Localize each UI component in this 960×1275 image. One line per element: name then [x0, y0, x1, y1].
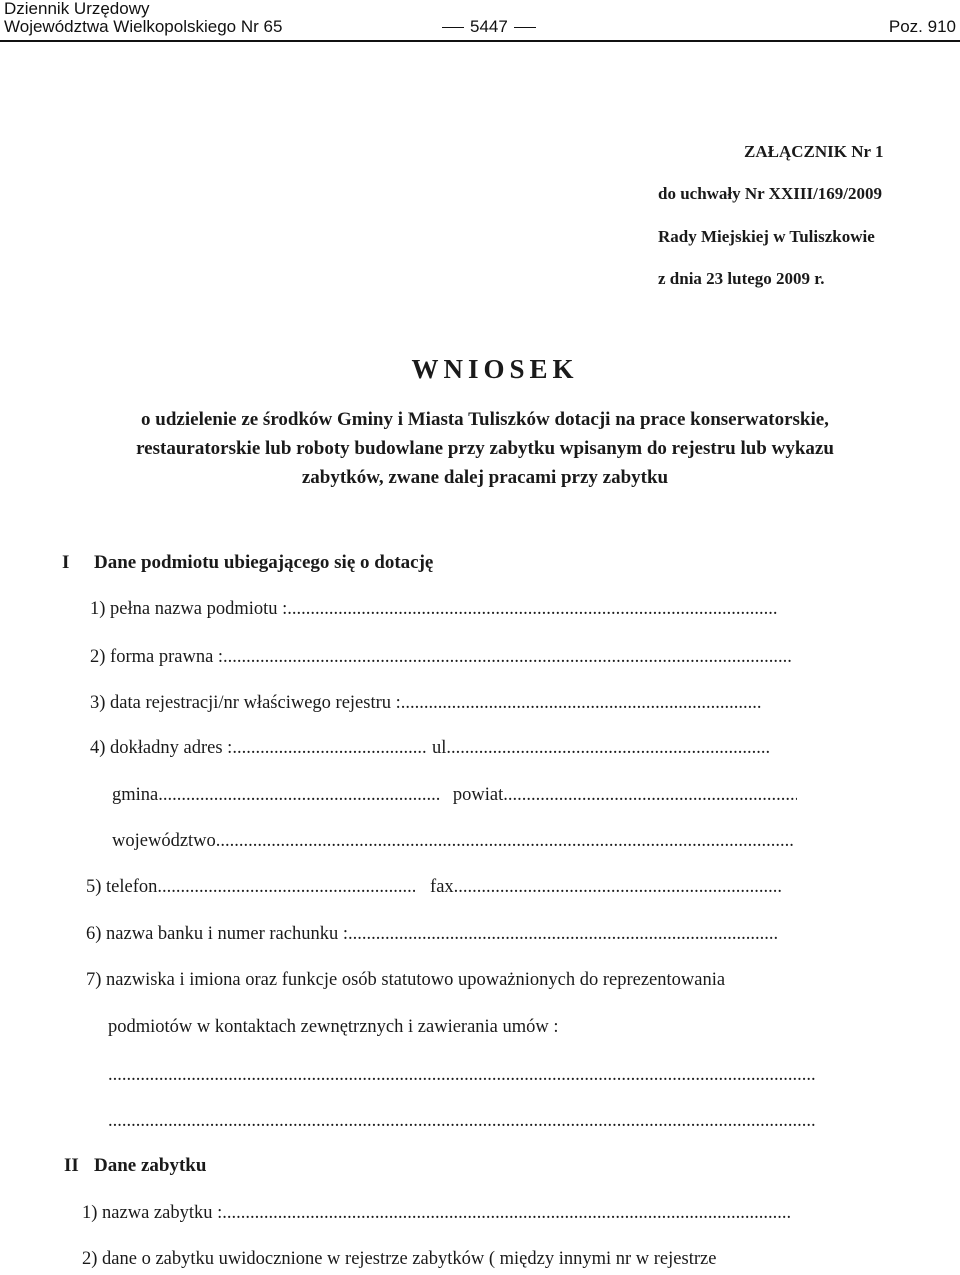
section1-title: Dane podmiotu ubiegającego się o dotację	[94, 552, 434, 573]
field-fax-label: fax	[430, 877, 454, 897]
field-street-dots	[451, 737, 771, 759]
attachment-resolution: do uchwały Nr XXIII/169/2009	[658, 184, 883, 203]
field-street-label: ul.	[431, 738, 451, 758]
field-full-name-label: 1) pełna nazwa podmiotu :	[90, 599, 288, 619]
section1-heading	[62, 552, 433, 574]
dash-right	[514, 27, 536, 28]
field-legal-form[interactable]	[90, 646, 820, 668]
field-wojewodztwo[interactable]	[112, 830, 826, 852]
field-registration-label: 3) data rejestracji/nr właściwego rejestru :	[90, 693, 401, 713]
representatives-dots-line1	[108, 1064, 816, 1086]
representatives-dots-line2	[108, 1110, 816, 1132]
section1-number: I	[62, 552, 70, 573]
field-representatives-line1: 7) nazwiska i imiona oraz funkcje osób statutowo upoważnionych do reprezentowania	[86, 970, 726, 990]
field-registration[interactable]	[90, 692, 824, 714]
field-wojewodztwo-dots	[216, 830, 794, 852]
field-powiat-dots	[503, 784, 797, 806]
attachment-date: z dnia 23 lutego 2009 r.	[658, 269, 825, 288]
field-representatives-dots1[interactable]	[108, 1064, 818, 1086]
field-legal-form-label: 2) forma prawna :	[90, 647, 224, 667]
section2-title: Dane zabytku	[94, 1155, 207, 1176]
header-divider	[0, 40, 960, 42]
section2-heading	[64, 1155, 206, 1177]
page-number	[436, 18, 542, 36]
field-phone-label: 5) telefon	[86, 877, 158, 897]
field-address-label: 4) dokładny adres :	[90, 738, 233, 758]
field-monument-name[interactable]	[82, 1202, 818, 1224]
field-phone-dots	[157, 876, 415, 898]
field-address[interactable]	[90, 737, 824, 759]
field-gmina-dots	[158, 784, 440, 806]
section2-number: II	[64, 1155, 79, 1176]
page-number-value: 5447	[470, 17, 508, 36]
field-gmina-powiat[interactable]	[112, 784, 824, 806]
journal-title	[4, 0, 282, 36]
field-address-dots	[232, 737, 427, 759]
field-monument-name-label: 1) nazwa zabytku :	[82, 1203, 223, 1223]
journal-title-line1: Dziennik Urzędowy	[4, 0, 150, 18]
field-bank[interactable]	[86, 923, 822, 945]
document-subtitle	[80, 405, 890, 492]
field-monument-name-dots	[222, 1202, 792, 1224]
field-legal-form-dots	[223, 646, 793, 668]
document-title: WNIOSEK	[411, 354, 579, 384]
field-monument-register: 2) dane o zabytku uwidocznione w rejestrze zabytków ( między innymi nr w rejestrze	[82, 1249, 717, 1269]
journal-title-line2: Województwa Wielkopolskiego Nr 65	[4, 17, 283, 36]
field-phone-fax[interactable]	[86, 876, 826, 898]
field-registration-dots	[401, 692, 761, 714]
subtitle-line1: o udzielenie ze środków Gminy i Miasta Tuliszków dotacji na prace konserwatorskie,	[141, 409, 829, 430]
attachment-council: Rady Miejskiej w Tuliszkowie	[658, 227, 875, 246]
field-powiat-label: powiat	[452, 785, 504, 805]
field-bank-label: 6) nazwa banku i numer rachunku :	[86, 924, 348, 944]
field-bank-dots	[348, 923, 778, 945]
field-representatives-dots2[interactable]	[108, 1110, 818, 1132]
field-full-name-dots	[287, 598, 777, 620]
field-gmina-label: gmina	[112, 785, 159, 805]
position-number: Poz. 910	[888, 17, 956, 36]
subtitle-line3: zabytków, zwane dalej pracami przy zabytku	[301, 467, 669, 488]
dash-left	[442, 27, 464, 28]
field-representatives-line2: podmiotów w kontaktach zewnętrznych i zawierania umów :	[108, 1017, 559, 1037]
subtitle-line2: restauratorskie lub roboty budowlane przy zabytku wpisanym do rejestru lub wykazu	[136, 438, 834, 459]
attachment-number: ZAŁĄCZNIK Nr 1	[744, 142, 884, 161]
field-wojewodztwo-label: województwo	[112, 831, 216, 851]
field-full-name[interactable]	[90, 598, 820, 620]
field-fax-dots	[454, 876, 782, 898]
